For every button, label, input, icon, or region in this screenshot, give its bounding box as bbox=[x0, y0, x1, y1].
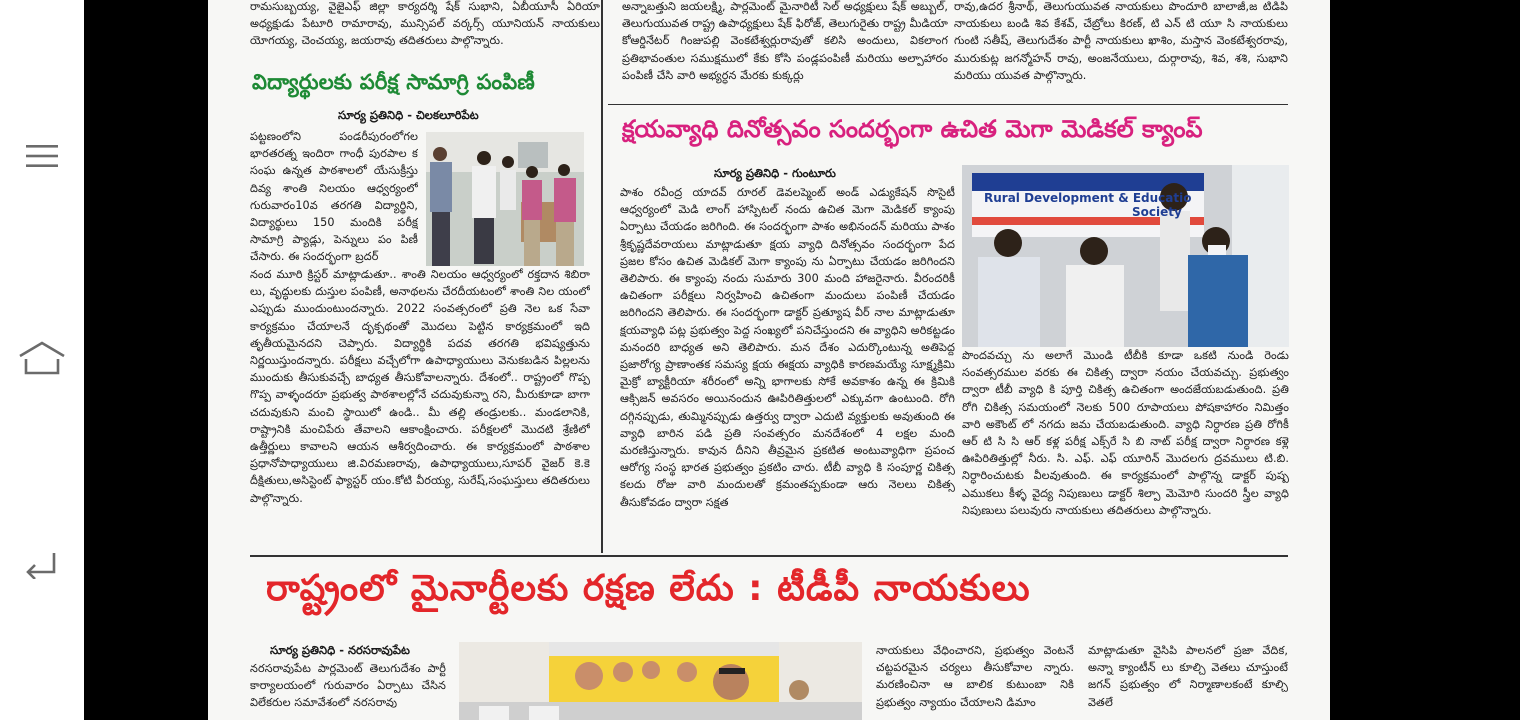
top-strip-col1: రామసుబ్బయ్య, వైజైఎఫ్ జిల్లా కార్యదర్శి షేక్ సుభాని, ఏబీయూసీ ఏరియా అధ్యక్షుడు పేటూరి రామారావు, మున్సిపల్ వర్కర్స్ యూనియన్ నాయకులు యోగయ్య, చెంచయ్య, జయరావు తదితరులు పాల్గొన్నారు. bbox=[250, 0, 600, 48]
article2-body-left: పాశం రవీంద్ర యాదవ్ రూరల్ డెవలప్మెంట్ అండ్ ఎడ్యుకేషన్ సొసైటీ ఆధ్వర్యంలో మెడి లాంగ్ హాస్పిటల్ నందు ఉచిత మెగా మెడికల్ క్యాంపు ఏర్పాటు చేయడం జరిగింది. ఈ సందర్భంగా పాశం అభినందన్ మరియు పాశం శ్రీకృష్ణదేవరాయలు మాట్లాడుతూ క్షయ వ్యాధి దినోత్సవం సందర్భంగా పేద ప్రజల కోసం ఉచిత మెడికల్ మెగా క్యాంపు ను ఏర్పాటు చేయడం జరిగిందని తెలిపారు. ఈ క్యాంపు నందు సుమారు 300 మంది హాజరైనారు. వీరందరికీ ఉచితంగా పరీక్షలు నిర్వహించి ఉచితంగా మందులు పంపిణీ చేయడం జరిగిందని తెలిపారు. ఈ సందర్భంగా డాక్టర్ ప్రత్యూష వీర్ నాల మాట్లాడుతూ క్షయవ్యాధి పట్ల ప్రభుత్వం పెద్ద సంఖ్యలో పనిచేస్తుందని ఈ వ్యాధిని అరికట్టడం మనందరి బాధ్యత అని తెలిపారు. మన దేశం ఎదుర్కొంటున్న అతిపెద్ద ప్రజారోగ్య ప్రాణాంతక సమస్య క్షయ ఈక్షయ వ్యాధికి కారణమయ్యే సూక్ష్మక్రిమి మైక్రో బ్యాక్టీరియా శరీరంలో అన్ని భాగాలకు సోకే అవకాశం ఉన్న ఈ క్రిమికి ఆక్సిజన్ అవసరం అయినందున ఊపిరితిత్తులలో ఎక్కువగా ఉంటుంది. రోగి దగ్గినప్పుడు, తుమ్మినప్పుడు ఉత్తర్వు ద్వారా ఎదుటి వ్యక్తులకు అవుతుంది ఈ వ్యాధి బారిన పడి ప్రతి సంవత్సరం మనదేశంలో 4 లక్షల మంది మరణిస్తున్నారు. కావున దీనిని తీవ్రమైన ప్రకటిత అంటువ్యాధిగా ప్రపంచ ఆరోగ్య సంస్థ భారత ప్రభుత్వం ప్రకటిం చారు. టీబీ వ్యాధి కి సంపూర్ణ చికిత్స కలదు రోజు వారి మందులతో క్రమంతప్పకుండా ఆరు నెలలు చికిత్స తీసుకోవడం ద్వారా సక్షత bbox=[620, 186, 955, 509]
article3-body-left: నరసరావుపేట పార్లమెంట్ తెలుగుదేశం పార్టీ కార్యాలయంలో గురువారం ఏర్పాటు చేసిన విలేకరుల సమావేశంలో నరసరావు bbox=[250, 662, 446, 710]
article2-photo bbox=[962, 165, 1289, 347]
article2-byline: సూర్య ప్రతినిధి - గుంటూరు bbox=[714, 166, 836, 180]
newspaper-page[interactable] bbox=[208, 0, 1330, 720]
menu-icon[interactable] bbox=[18, 136, 66, 176]
article3-headline: రాష్ట్రంలో మైనార్టీలకు రక్షణ లేదు : టీడీపీ నాయకులు bbox=[266, 568, 1031, 609]
top-strip-col3: రావు,ఉదర శ్రీనాథ్, తెలుగుయువత నాయకులు పొందూరి బాలాజీ,జ టిడిపి నాయకులు బండి శివ కేశవ్, చేబ్రోలు కిరణ్, టి ఎన్ టి యూ సి నాయకులు గుంటి సతీష్, తెలుగుదేశం పార్టీ నాయకులు ఖాశిం, మస్తాన వెంకటేశ్వరరావు, మురుకుట్ల జగన్మోహన్ రావు, అంజనేయులు, దుర్గారావు, శివ, శశి, సుభాని మరియు యువత పాల్గొన్నారు. bbox=[954, 0, 1288, 82]
viewer-margin-left bbox=[84, 0, 208, 720]
article1-headline: విద్యార్థులకు పరీక్ష సామాగ్రి పంపిణీ bbox=[252, 70, 535, 94]
article2-headline: క్షయవ్యాధి దినోత్సవం సందర్భంగా ఉచిత మెగా మెడికల్ క్యాంప్ bbox=[622, 115, 1203, 143]
banner-text-line1: Rural Development & Educatio bbox=[984, 191, 1192, 205]
section-rule bbox=[608, 104, 1288, 105]
article1-body: నంద మూరి క్రిస్టర్ మాట్లాడుతూ.. శాంతి నిలయం ఆధ్వర్యంలో రక్తదాన శిబిరా లు, వృద్ధులకు దుస్తుల పంపిణీ, అనాథలను చేరదీయటంలో శాంతి నిల యంలో ఎప్పుడు ముందుంటుందన్నారు. 2022 సంవత్సరంలో ప్రతి నెల ఒక సేవా కార్యక్రమం చేయాలనే దృక్పథంతో మొదలు పెట్టిన కార్యక్రమంలో ఇది తృతీయమైనదని చెప్పారు. విద్యార్థికి పదవ తరగతి భవిష్యత్తును నిర్ణయిస్తుందన్నారు. పరీక్షలు వచ్చేలోగా ఉపాధ్యాయులు వెనుకబడిన పిల్లలను ముందుకు తీసుకువచ్చే బాధ్యత తీసుకోవాలన్నారు. దేశంలో.. రాష్ట్రంలో గొప్ప గొప్ప వాళ్ళందరూ ప్రభుత్వ పాఠశాలల్లోనే చదువుకున్నా రని, మీరుకూడా బాగా చదువుకుని మంచి స్థాయిలో ఉండి.. మీ తల్లి తండ్రులకు.. మండలానికి, రాష్ట్రానికి మంచిపేరు తేవాలని ఆకాంక్షించారు. పరీక్షలలో మొదటి శ్రేణిలో ఉత్తీర్ణులు కావాలని ఆయన ఆశీర్వదించారు. ఈ కార్యక్రమంలో పాఠశాల ప్రధానోపాధ్యాయులు జి.విరమణరావు, ఉపాధ్యాయులు,సూపర్ వైజర్ కె.కె దీక్షితులు,అసిస్టెంట్ ఫ్యాస్టర్ యం.కోటి వీరయ్య, సురేష్,సంఘస్తులు తదితరులు పాల్గొన్నారు. bbox=[250, 268, 590, 505]
viewer-margin-right bbox=[1330, 0, 1520, 720]
back-icon[interactable] bbox=[18, 543, 66, 583]
article2-body-right: పొందవచ్చు ను అలాగే మొండి టీబీకి కూడా ఒకటి నుండి రెండు సంవత్సరముల వరకు ఈ చికిత్స ద్వారా నయం చేయవచ్చు. ప్రభుత్వం ద్వారా టీబీ వ్యాధి కి పూర్తి చికిత్స ఉచితంగా అందజేయబడుతుంది. ప్రతి రోగి చికిత్స సమయంలో నెలకు 500 రూపాయలు పోషకాహారం నిమిత్తం వారి అకౌంట్ లో నగదు జమ చేయబడుతుంది. వ్యాధి నిర్ధారణ ప్రతి రోగికీ ఆర్ టి సి సి ఆర్ కళ్ల పరీక్ష ఎక్స్‌రే సి బి నాట్ పరీక్ష ద్వారా నిర్ధారణ కళ్లె ఊపిరితిత్తుల్లో నీరు. సి. ఎఫ్. ఎఫ్ యూరిన్ మొదలగు ద్రవములు టి.బి. నిర్ధారించుటకు వీలవుతుంది. ఈ కార్యక్రమంలో పాల్గొన్న డాక్టర్ పుష్ప ఎముకలు కీళ్ళ వైద్య నిపుణులు డాక్టర్ శిల్పా మెమోరి సుందరి స్త్రీల వ్యాధి నిపుణులు పలువురు నాయకులు తదితరులు పాల్గొన్నారు. bbox=[962, 349, 1289, 517]
nav-rail bbox=[0, 0, 84, 720]
top-strip-col2: అన్నాబత్తుని జయలక్ష్మి, పార్లమెంట్ మైనారిటీ సెల్ అధ్యక్షులు షేక్ అబ్బుల్, తెలుగుయువత రాష్ట్ర ఉపాధ్యక్షులు షేక్ ఫిరోజ్, తెలుగురైతు రాష్ట్ర మీడియా కోఆర్డినేటర్ గింజుపల్లి వెంకటేశ్వర్లురావుతో కలిసి అందులు, వికలాంగ ప్రతిభావంతుల సముక్షములో కేకు కోసి పండ్లపంపిణీ మరియు అల్పాహారం పంపిణీ చేసి వారి అభ్యర్ధన మేరకు కుక్కర్లు bbox=[622, 0, 948, 82]
banner-text-line2: Society bbox=[1132, 205, 1182, 219]
section-rule bbox=[250, 555, 1288, 557]
column-rule bbox=[601, 0, 603, 553]
article3-photo bbox=[459, 642, 862, 720]
article1-photo bbox=[426, 132, 584, 266]
article1-wrap-text: పట్టణంలోని పండరీపురంలోగల భారతరత్న ఇందిరా గాంధీ పురపాల క సంఘ ఉన్నత పాఠశాలలో యేసుక్రీస్తు దివ్య శాంతి నిలయం ఆధ్వర్యంలో గురువారం10వ తరగతి విద్యార్థిని, విద్యార్థులు 150 మందికి పరీక్ష సామాగ్రి ప్యాడ్లు, పెన్నులు పం పిణీ చేసారు. ఈ సందర్భంగా బ్రదర్ bbox=[250, 130, 418, 264]
article1-byline: సూర్య ప్రతినిధి - చిలకలూరిపేట bbox=[338, 108, 479, 122]
article3-body-mid: నాయకులు వేధించారని, ప్రభుత్వం వెంటనే చట్టపరమైన చర్యలు తీసుకోవాల న్నారు. మరణించినా ఆ బాలిక కుటుంబా నికి ప్రభుత్వం న్యాయం చేయాలని డిమాం bbox=[876, 644, 1074, 709]
article3-byline: సూర్య ప్రతినిధి - నరసరావుపేట bbox=[270, 643, 410, 657]
home-icon[interactable] bbox=[18, 338, 66, 378]
article3-body-right: మాట్లాడుతూ వైసిపి పాలనలో ప్రజా వేదిక, అన్నా క్యాంటీన్ లు కూల్చి వెతలు చూస్తుంటే జగన్ ప్రభుత్వం లో నిర్మాణాలకంటే కూల్చి వెతలే bbox=[1088, 644, 1288, 709]
